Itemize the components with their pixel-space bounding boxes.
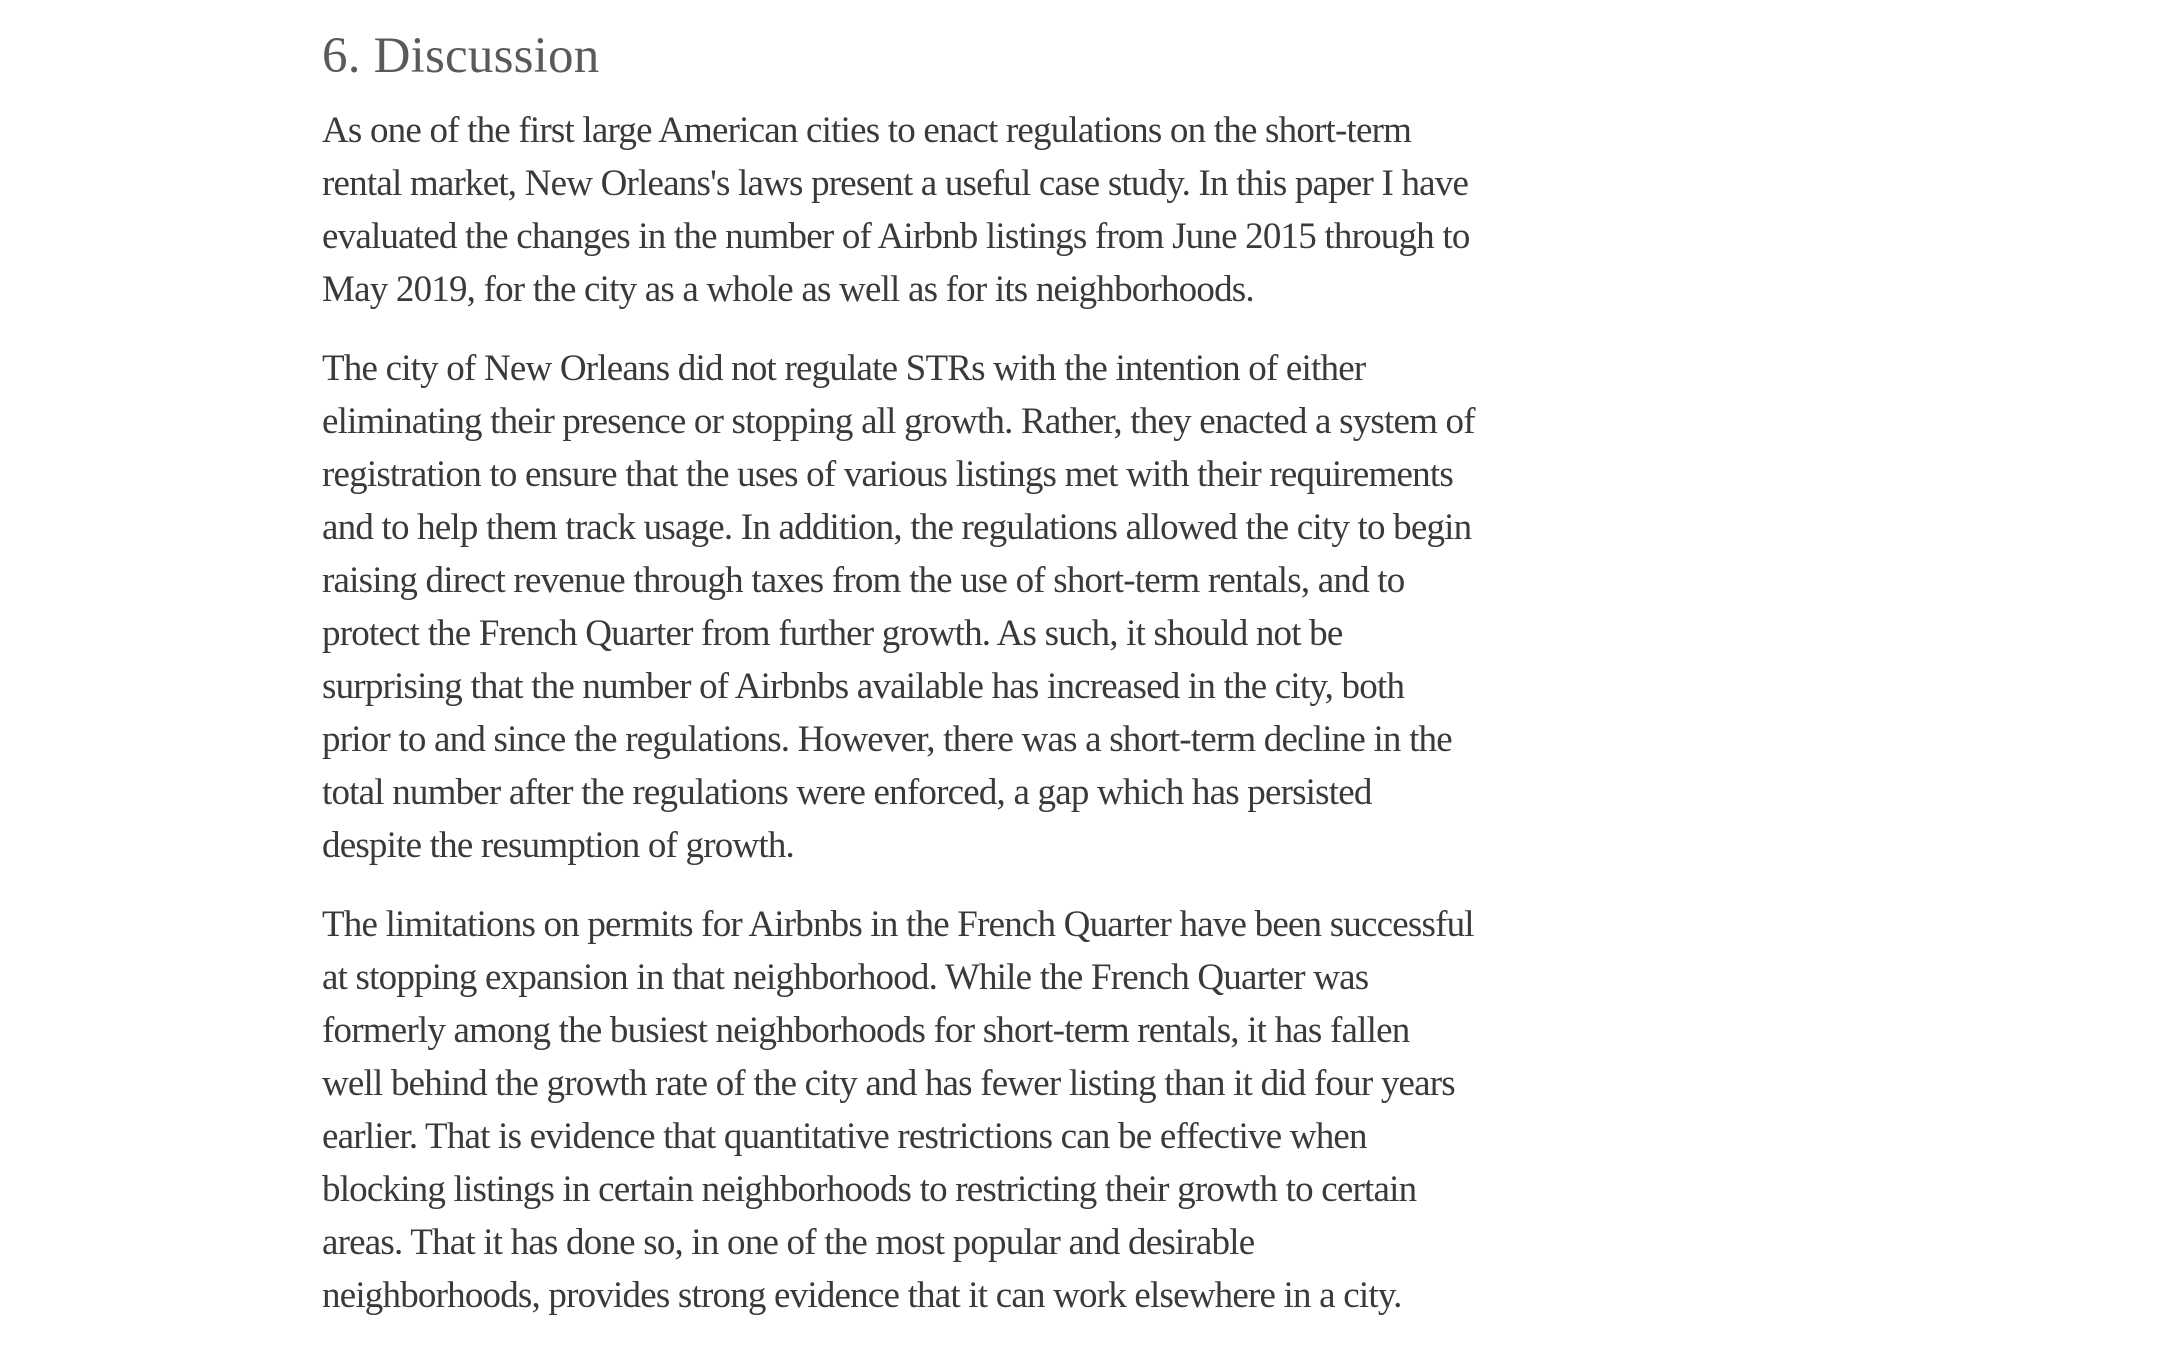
text-line: eliminating their presence or stopping all growth. Rather, they enacted a system of xyxy=(322,401,1475,442)
text-line: As one of the first large American cities to enact regulations on the short-term xyxy=(322,110,1412,151)
paragraph-3 xyxy=(322,898,1722,1322)
document-page xyxy=(0,26,2172,1322)
text-line: surprising that the number of Airbnbs available has increased in the city, both xyxy=(322,666,1405,707)
paragraph-1 xyxy=(322,104,1722,316)
text-line: well behind the growth rate of the city and has fewer listing than it did four years xyxy=(322,1063,1455,1104)
text-line: The limitations on permits for Airbnbs in the French Quarter have been successful xyxy=(322,904,1474,945)
text-line: areas. That it has done so, in one of the most popular and desirable xyxy=(322,1222,1255,1263)
text-line: and to help them track usage. In addition, the regulations allowed the city to begin xyxy=(322,507,1472,548)
text-line: May 2019, for the city as a whole as well as for its neighborhoods. xyxy=(322,269,1254,310)
text-line: prior to and since the regulations. However, there was a short-term decline in the xyxy=(322,719,1452,760)
text-line: evaluated the changes in the number of Airbnb listings from June 2015 through to xyxy=(322,216,1470,257)
discussion-section xyxy=(322,26,1722,1322)
text-line: registration to ensure that the uses of various listings met with their requirements xyxy=(322,454,1453,495)
paragraph-2 xyxy=(322,342,1722,872)
text-line: rental market, New Orleans's laws present a useful case study. In this paper I have xyxy=(322,163,1469,204)
text-line: protect the French Quarter from further growth. As such, it should not be xyxy=(322,613,1343,654)
text-line: neighborhoods, provides strong evidence that it can work elsewhere in a city. xyxy=(322,1275,1402,1316)
section-heading: 6. Discussion xyxy=(322,28,600,84)
text-line: formerly among the busiest neighborhoods for short-term rentals, it has fallen xyxy=(322,1010,1410,1051)
text-line: blocking listings in certain neighborhoods to restricting their growth to certain xyxy=(322,1169,1417,1210)
text-line: despite the resumption of growth. xyxy=(322,825,794,866)
text-line: total number after the regulations were enforced, a gap which has persisted xyxy=(322,772,1372,813)
text-line: at stopping expansion in that neighborhood. While the French Quarter was xyxy=(322,957,1369,998)
text-line: earlier. That is evidence that quantitative restrictions can be effective when xyxy=(322,1116,1367,1157)
text-line: The city of New Orleans did not regulate STRs with the intention of either xyxy=(322,348,1366,389)
text-line: raising direct revenue through taxes from the use of short-term rentals, and to xyxy=(322,560,1405,601)
